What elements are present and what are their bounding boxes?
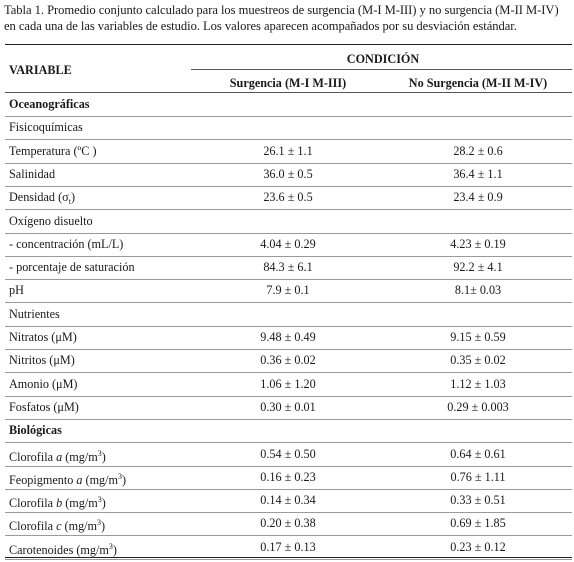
header-condicion: CONDICIÓN [346,52,420,66]
cell-no-surgencia: 0.23 ± 0.12 [450,540,506,554]
row-label: Nitratos (μM) [9,330,77,344]
cell-surgencia: 84.3 ± 6.1 [263,260,313,274]
row-label: pH [9,283,24,297]
row-separator [5,349,572,350]
row-separator [5,139,572,140]
row-label: Carotenoides $(mg/m^3)$ [9,542,117,557]
row-separator [5,209,572,210]
row-label: Clorofila a $(mg/m^3)$ [9,449,106,464]
cell-no-surgencia: 92.2 ± 4.1 [453,260,503,274]
cell-no-surgencia: 0.33 ± 0.51 [450,493,506,507]
row-separator [5,535,572,536]
cell-surgencia: 0.36 ± 0.02 [260,353,316,367]
cell-no-surgencia: 0.69 ± 1.85 [450,516,506,530]
section-heading: Oceanográficas [9,97,90,111]
cell-surgencia: 0.54 ± 0.50 [260,447,316,461]
row-separator [5,372,572,373]
group-heading: Fisicoquímicas [9,120,83,134]
cell-surgencia: 4.04 ± 0.29 [260,237,316,251]
row-label: Clorofila c $(mg/m^3)$ [9,518,106,533]
cell-surgencia: 0.20 ± 0.38 [260,516,316,530]
cell-surgencia: 7.9 ± 0.1 [266,283,310,297]
row-separator [5,163,572,164]
cell-surgencia: 0.14 ± 0.34 [260,493,316,507]
bottom-rule [5,557,572,558]
row-separator [5,256,572,257]
row-separator [5,489,572,490]
row-separator [5,326,572,327]
group-heading: Nutrientes [9,307,60,321]
cell-no-surgencia: 4.23 ± 0.19 [450,237,506,251]
row-label: Fosfatos (μM) [9,400,79,414]
cell-surgencia: 23.6 ± 0.5 [263,190,313,204]
header-col-no-surgencia: No Surgencia (M-II M-IV) [408,76,548,90]
cell-surgencia: 9.48 ± 0.49 [260,330,316,344]
row-label: - concentración (mL/L) [9,237,124,251]
row-label: Feopigmento a $(mg/m^3)$ [9,472,127,487]
caption-line-1: Tabla 1. Promedio conjunto calculado para los muestreos de surgencia (M-I M-III) y no surgencia (M-II M-IV) [4,3,559,17]
row-separator [5,279,572,280]
cell-surgencia: 26.1 ± 1.1 [263,144,313,158]
cell-no-surgencia: 1.12 ± 1.03 [450,377,506,391]
cell-no-surgencia: 0.76 ± 1.11 [450,470,506,484]
cell-surgencia: 0.17 ± 0.13 [260,540,316,554]
row-separator [5,186,572,187]
group-heading: Oxígeno disuelto [9,214,93,228]
cell-surgencia: 36.0 ± 0.5 [263,167,313,181]
row-separator [5,466,572,467]
cell-surgencia: 0.16 ± 0.23 [260,470,316,484]
row-label: Amonio (μM) [9,377,78,391]
cell-no-surgencia: 9.15 ± 0.59 [450,330,506,344]
cell-no-surgencia: 8.1± 0.03 [454,283,502,297]
row-separator [5,396,572,397]
cell-surgencia: 0.30 ± 0.01 [260,400,316,414]
cell-surgencia: 1.06 ± 1.20 [260,377,316,391]
cell-no-surgencia: 36.4 ± 1.1 [453,167,503,181]
row-label: Nitritos (μM) [9,353,75,367]
cell-no-surgencia: 0.29 ± 0.003 [447,400,509,414]
section-heading: Biológicas [9,423,62,437]
row-separator [5,116,572,117]
row-separator [5,512,572,513]
top-rule [5,44,572,45]
row-label: Densidad $(\sigma_t)$ [9,190,76,206]
cell-no-surgencia: 0.35 ± 0.02 [450,353,506,367]
row-separator [5,559,572,560]
row-label: Salinidad [9,167,56,181]
row-separator [5,419,572,420]
row-label: Temperatura (ºC ) [9,144,97,158]
row-separator [5,233,572,234]
cell-no-surgencia: 23.4 ± 0.9 [453,190,503,204]
row-label: - porcentaje de saturación [9,260,135,274]
cell-no-surgencia: 0.64 ± 0.61 [450,447,506,461]
header-col-surgencia: Surgencia (M-I M-III) [229,76,347,90]
header-variable: VARIABLE [9,63,72,77]
caption-line-2: en cada una de las variables de estudio. Los valores aparecen acompañados por su desviación estándar. [4,19,517,33]
row-label: Clorofila b $(mg/m^3)$ [9,495,106,510]
table-caption [4,2,570,34]
row-separator [5,442,572,443]
cell-no-surgencia: 28.2 ± 0.6 [453,144,503,158]
header-bottom-rule [5,92,572,93]
row-separator [5,302,572,303]
header-subrule [191,69,572,70]
